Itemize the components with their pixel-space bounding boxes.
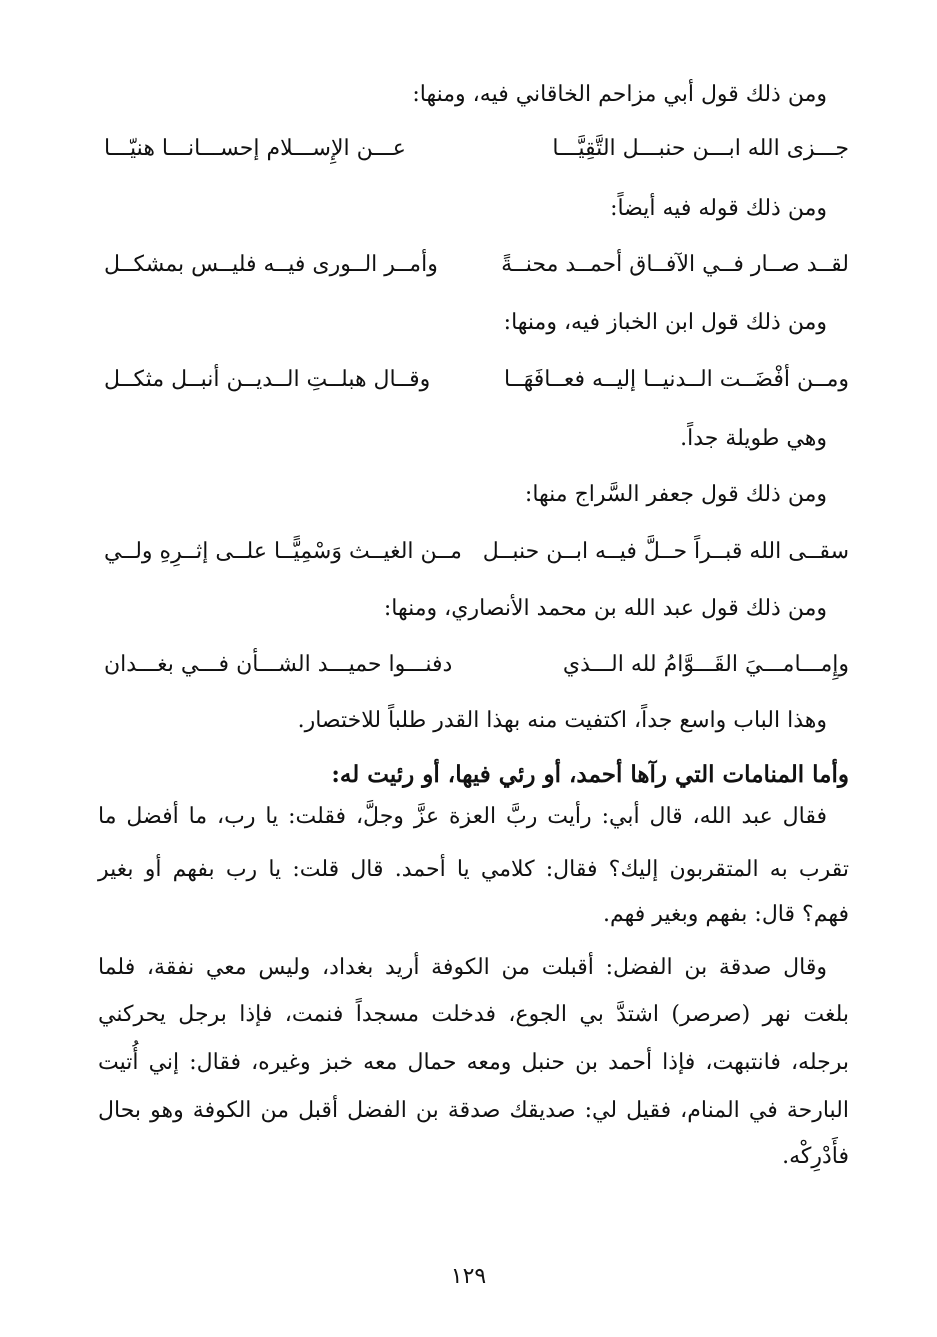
verse-4-second-hemistich: مــن الغيــث وَسْمِيًّــا علــى إثــرِهِ ولــي [104, 539, 462, 564]
paragraph-1-line-1: فقال عبد الله، قال أبي: رأيت ربَّ العزة عزَّ وجلَّ، فقلت: يا رب، ما أفضل ما [98, 804, 827, 829]
note-line: وهي طويلة جداً. [680, 426, 827, 451]
paragraph-2-line-1: وقال صدقة بن الفضل: أقبلت من الكوفة أريد بغداد، وليس معي نفقة، فلما [98, 955, 827, 980]
paragraph-1-line-3: فهم؟ قال: بفهم وبغير فهم. [602, 902, 849, 927]
intro-line-2: ومن ذلك قوله فيه أيضاً: [610, 196, 827, 221]
paragraph-2-line-3: برجله، فانتبهت، فإذا أحمد بن حنبل ومعه حمال معه خبز وغيره، فقال: إني أُتيت [98, 1050, 849, 1075]
paragraph-1-line-2: تقرب به المتقربون إليك؟ فقال: كلامي يا أحمد. قال قلت: يا رب بفهم أو بغير [98, 857, 849, 882]
intro-line-4: ومن ذلك قول جعفر السَّراج منها: [524, 482, 827, 507]
section-heading: وأما المنامات التي رآها أحمد، أو رئي فيها، أو رئيت له: [331, 761, 849, 788]
verse-3-first-hemistich: ومــن أفْضَــت الــدنيــا إليــه فعــافَهَــا [504, 367, 849, 392]
paragraph-2-line-2: بلغت نهر (صرصر) اشتدَّ بي الجوع، فدخلت مسجداً فنمت، فإذا برجل يحركني [98, 1002, 849, 1027]
verse-5-second-hemistich: دفنـــوا حميـــد الشـــأن فـــي بغـــدان [104, 652, 453, 677]
page-number: ١٢٩ [450, 1264, 487, 1289]
intro-line-5: ومن ذلك قول عبد الله بن محمد الأنصاري، ومنها: [383, 596, 827, 621]
paragraph-2-line-4: البارحة في المنام، فقيل لي: صديقك صدقة بن الفضل أقبل من الكوفة وهو بحال [98, 1098, 849, 1123]
verse-5-first-hemistich: وإِمـــامـــيَ القَـــوَّامُ لله الـــذي [562, 652, 849, 677]
verse-2-first-hemistich: لقــد صــار فــي الآفــاق أحمــد محنــةً [501, 252, 849, 277]
intro-line-3: ومن ذلك قول ابن الخباز فيه، ومنها: [503, 310, 827, 335]
verse-2-second-hemistich: وأمــر الــورى فيــه فليــس بمشكــل [104, 252, 438, 277]
intro-line-1: ومن ذلك قول أبي مزاحم الخاقاني فيه، ومنها: [412, 82, 827, 107]
closing-line: وهذا الباب واسع جداً، اكتفيت منه بهذا القدر طلباً للاختصار. [297, 708, 827, 733]
paragraph-2-line-5: فأَدْرِكْه. [782, 1144, 849, 1169]
verse-3-second-hemistich: وقــال هبلــتِ الــديــن أنبــل مثكــل [104, 367, 431, 392]
verse-4-first-hemistich: سقــى الله قبــراً حــلَّ فيــه ابــن حنبــل [482, 539, 849, 564]
verse-1-second-hemistich: عـــن الإِســـلام إحســـانـــا هنيّـــا [104, 136, 406, 161]
verse-1-first-hemistich: جـــزى الله ابـــن حنبـــل التَّقِيَّـــا [552, 136, 849, 161]
